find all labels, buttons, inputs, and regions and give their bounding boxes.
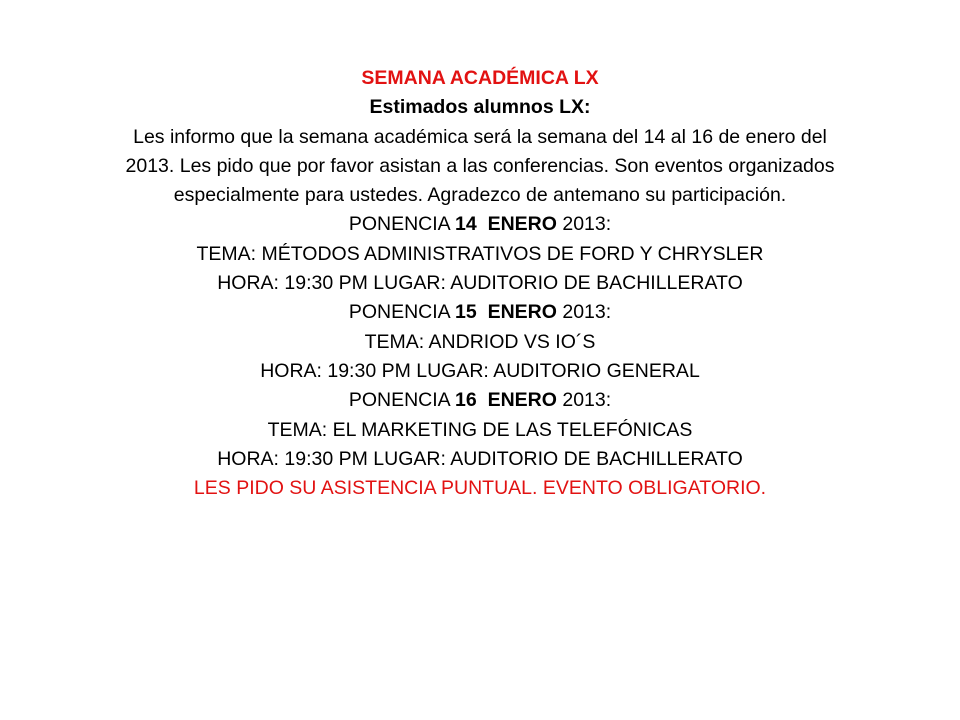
ponencia-day: 15	[455, 301, 477, 324]
ponencia-month: ENERO	[487, 301, 557, 324]
ponencia-month: ENERO	[487, 213, 557, 236]
session-hora: HORA: 19:30 PM LUGAR: AUDITORIO DE BACHILLERATO	[217, 447, 743, 470]
session-hora: HORA: 19:30 PM LUGAR: AUDITORIO GENERAL	[260, 359, 700, 382]
greeting: Estimados alumnos LX:	[369, 96, 591, 119]
session-16	[120, 386, 840, 474]
session-tema: TEMA: EL MARKETING DE LAS TELEFÓNICAS	[267, 418, 693, 441]
ponencia-day: 16	[455, 389, 477, 412]
slide-body	[120, 64, 840, 503]
ponencia-year: 2013:	[562, 389, 612, 412]
closing-notice: LES PIDO SU ASISTENCIA PUNTUAL. EVENTO OBLIGATORIO.	[193, 477, 767, 500]
ponencia-label: PONENCIA	[348, 301, 450, 324]
slide-title: SEMANA ACADÉMICA LX	[361, 67, 599, 89]
ponencia-year: 2013:	[562, 301, 612, 324]
ponencia-heading	[120, 386, 840, 415]
ponencia-heading	[120, 210, 840, 239]
ponencia-month: ENERO	[487, 389, 557, 412]
session-15	[120, 298, 840, 386]
session-tema: TEMA: MÉTODOS ADMINISTRATIVOS DE FORD Y CHRYSLER	[196, 242, 764, 265]
session-hora: HORA: 19:30 PM LUGAR: AUDITORIO DE BACHILLERATO	[217, 272, 743, 295]
ponencia-heading	[120, 298, 840, 327]
intro-paragraph: Les informo que la semana académica será la semana del 14 al 16 de enero del 2013. Les pido que por favor asistan a las conferencias. Son eventos organizados especialmente para ustedes. Agradezco de antemano su participación.	[125, 125, 835, 207]
session-14	[120, 210, 840, 298]
session-tema: TEMA: ANDRIOD VS IO´S	[364, 330, 596, 353]
ponencia-label: PONENCIA	[348, 389, 450, 412]
ponencia-label: PONENCIA	[348, 213, 450, 236]
ponencia-year: 2013:	[562, 213, 612, 236]
ponencia-day: 14	[455, 213, 477, 236]
